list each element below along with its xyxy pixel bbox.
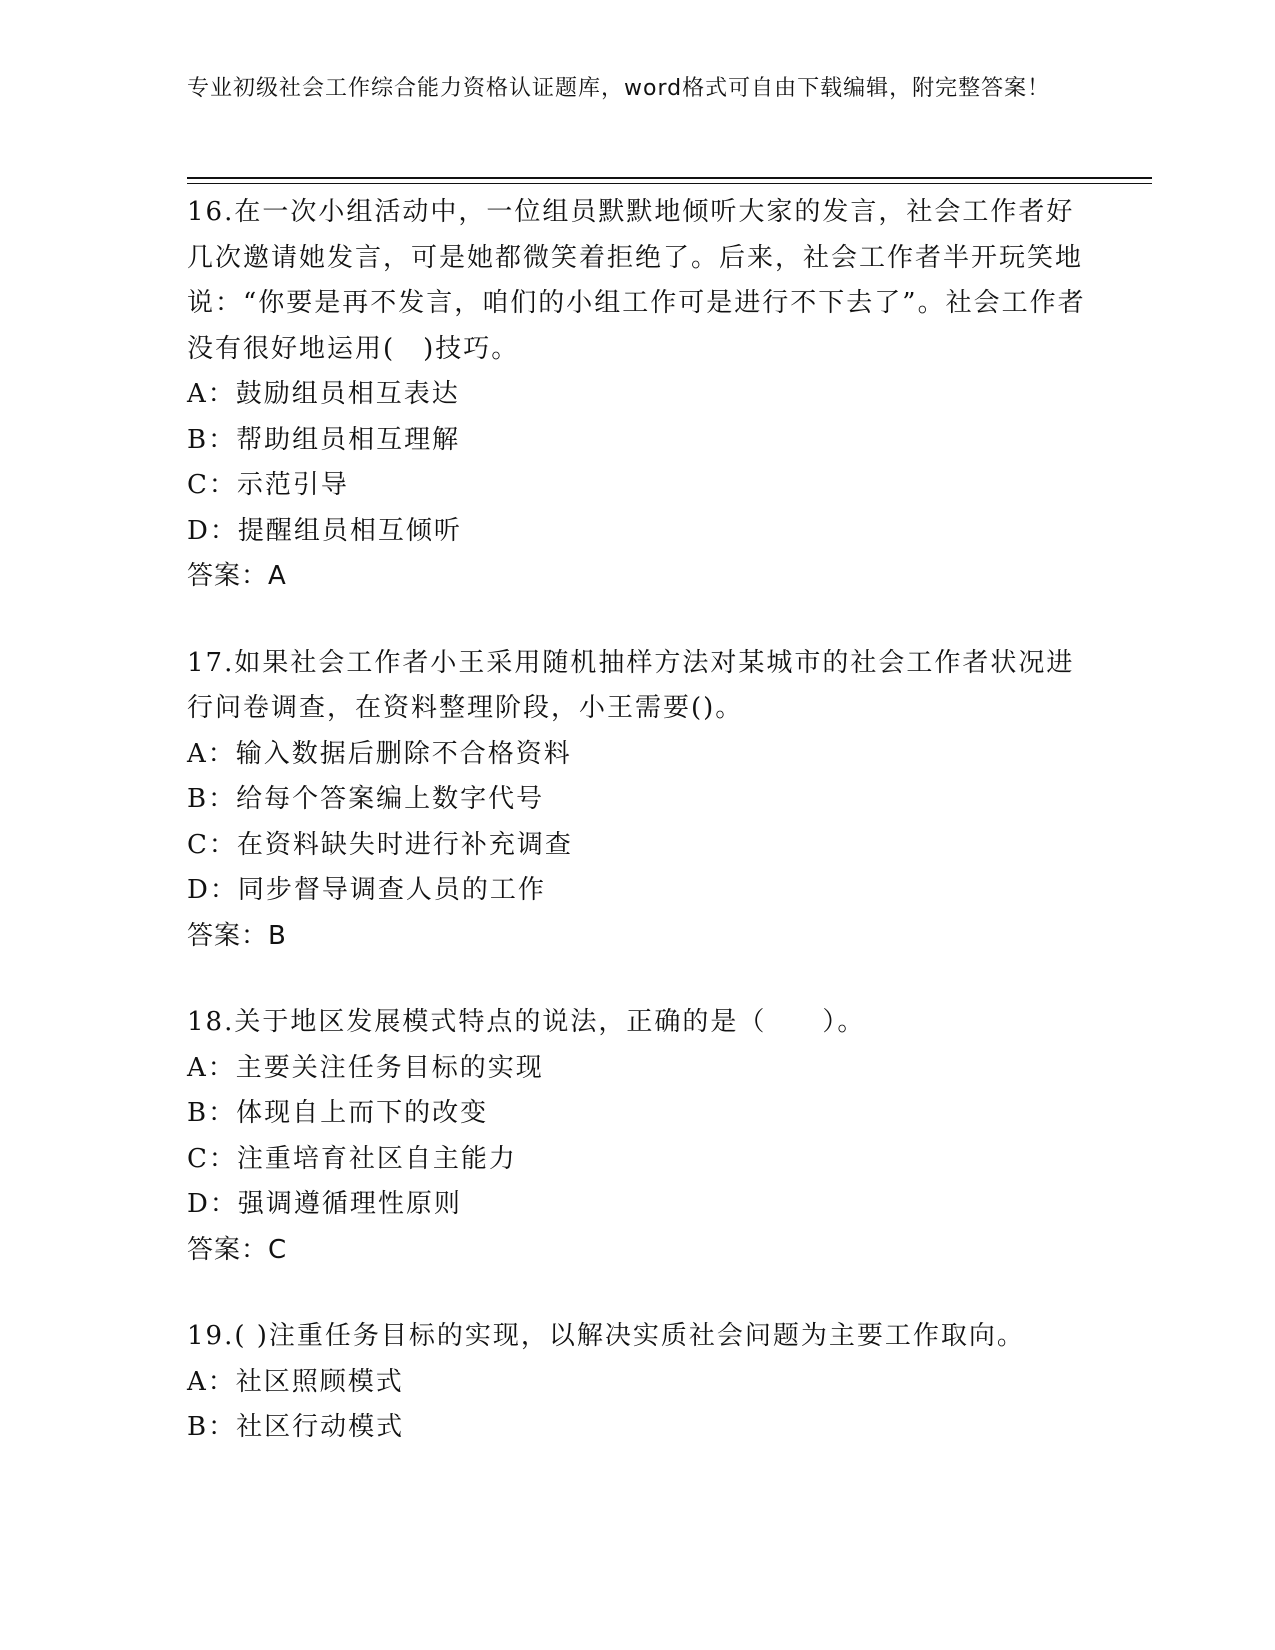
- answer-line: 答案：C: [187, 1234, 288, 1265]
- option-b: B：帮助组员相互理解: [187, 424, 461, 455]
- option-a: A：社区照顾模式: [187, 1366, 404, 1397]
- question-19: [187, 1314, 1087, 1451]
- option-c: C：在资料缺失时进行补充调查: [187, 829, 573, 860]
- option-a: A：主要关注任务目标的实现: [187, 1052, 544, 1083]
- option-c: C：示范引导: [187, 470, 349, 500]
- header-rule-thick: [187, 177, 1152, 179]
- question-stem: 18.关于地区发展模式特点的说法，正确的是（ ）。: [187, 1007, 866, 1037]
- question-list: [187, 190, 1087, 1492]
- option-a: A：输入数据后删除不合格资料: [187, 738, 572, 769]
- header-rule-thin: [187, 183, 1152, 184]
- answer-line: 答案：B: [187, 920, 287, 951]
- question-stem: 16.在一次小组活动中，一位组员默默地倾听大家的发言，社会工作者好几次邀请她发言，可是她都微笑着拒绝了。后来，社会工作者半开玩笑地说：“你要是再不发言，咱们的小组工作可是进行不下去了”。社会工作者没有很好地运用( )技巧。: [187, 197, 1086, 364]
- option-d: D：提醒组员相互倾听: [187, 515, 462, 546]
- answer-line: 答案：A: [187, 561, 287, 591]
- option-d: D：强调遵循理性原则: [187, 1189, 462, 1219]
- question-18: [187, 1000, 1087, 1273]
- option-a: A：鼓励组员相互表达: [187, 379, 460, 409]
- question-17: [187, 641, 1087, 960]
- option-b: B：社区行动模式: [187, 1412, 405, 1442]
- question-16: [187, 190, 1087, 600]
- option-b: B：体现自上而下的改变: [187, 1098, 489, 1128]
- question-stem: 17.如果社会工作者小王采用随机抽样方法对某城市的社会工作者状况进行问卷调查，在资料整理阶段，小王需要()。: [187, 647, 1075, 723]
- header-text: 专业初级社会工作综合能力资格认证题库，word格式可自由下载编辑，附完整答案！: [187, 76, 1051, 101]
- option-d: D：同步督导调查人员的工作: [187, 875, 546, 905]
- option-c: C：注重培育社区自主能力: [187, 1143, 517, 1174]
- document-header: [187, 72, 1067, 105]
- question-stem: 19.( )注重任务目标的实现，以解决实质社会问题为主要工作取向。: [187, 1321, 1025, 1351]
- option-b: B：给每个答案编上数字代号: [187, 784, 545, 814]
